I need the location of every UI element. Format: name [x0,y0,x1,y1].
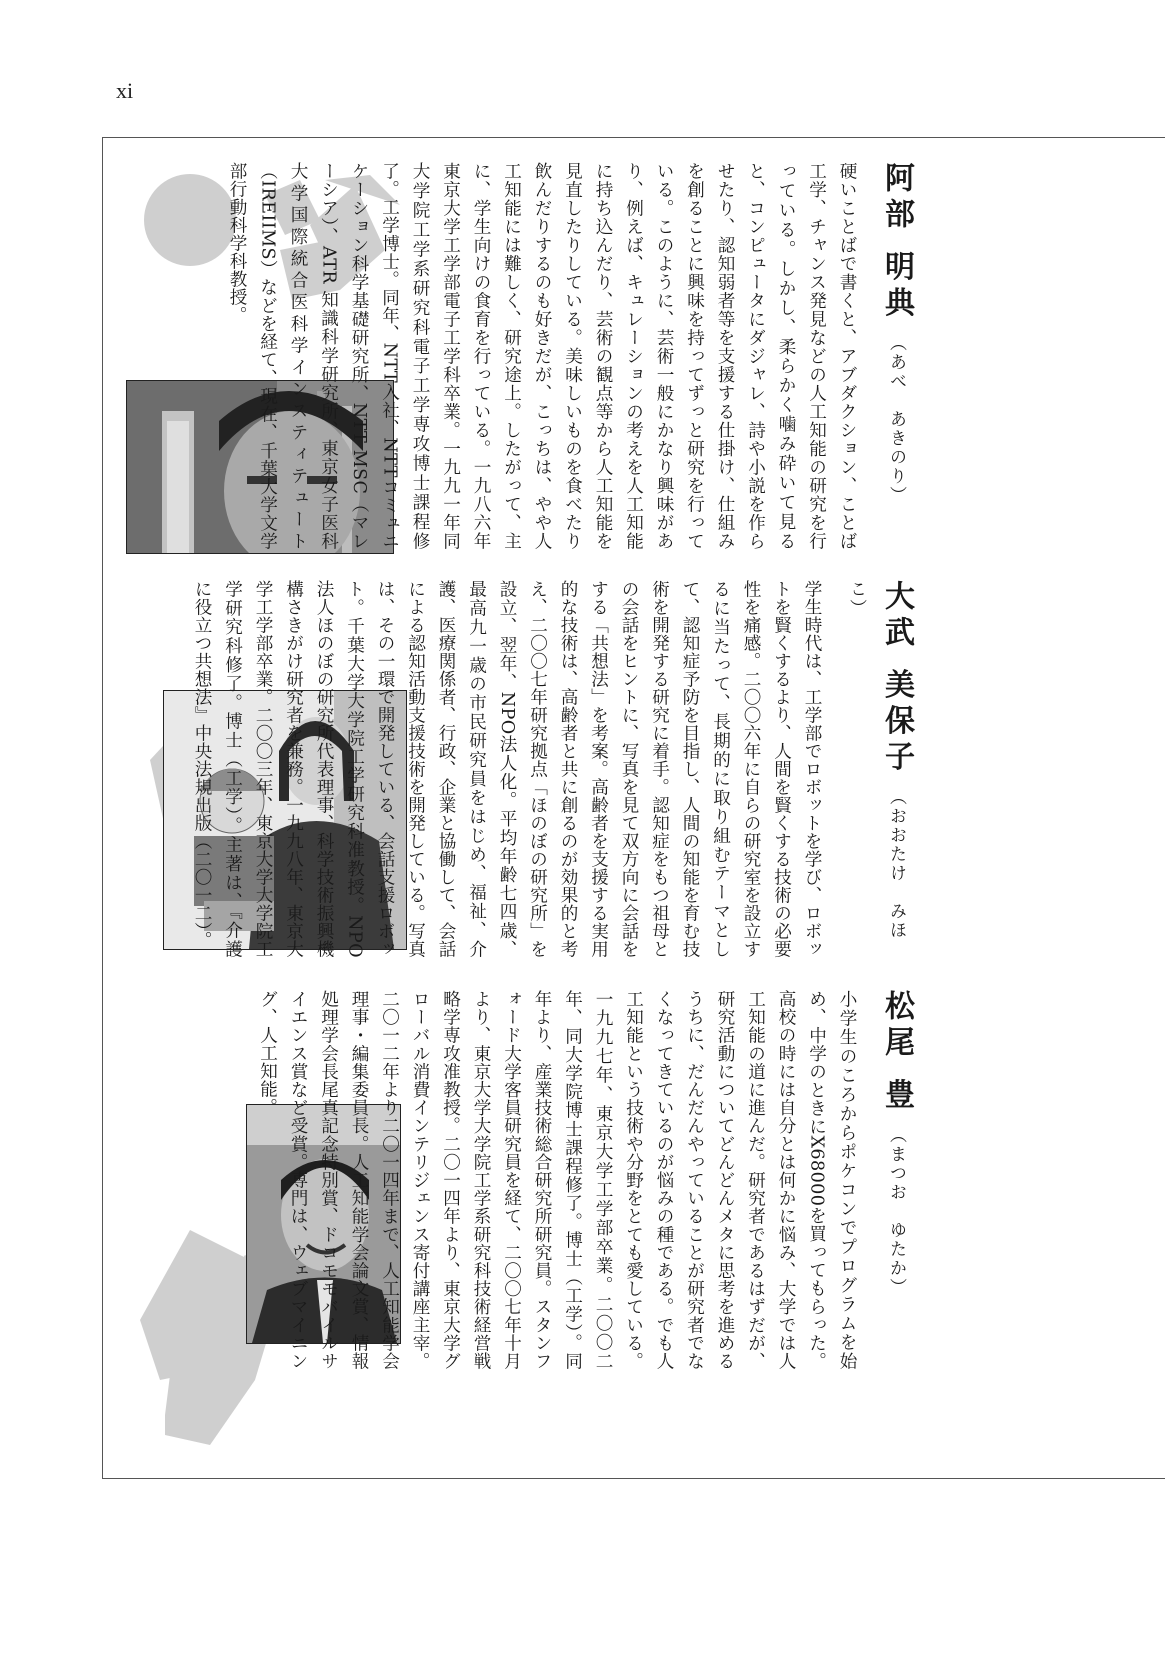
profile-otake [192,580,918,958]
profile-header [839,580,918,958]
profile-name: 阿部 明典 [879,162,914,323]
profile-header [874,162,918,550]
deco-pentagon [140,1230,260,1380]
profile-bio: 硬いことばで書くと、アブダクション、ことば工学、チャンス発見などの人工知能の研究を行っている。しかし、柔らかく噛み砕いて見ると、コンピュータにダジャレ、詩や小説を作らせたり、認知弱者等を支援する仕掛け、仕組みを創ることに興味を持ってずっと研究を行っている。このように、芸術一般にかなり興味があり、例えば、キュレーションの考えを人工知能に持ち込んだり、芸術の観点等から人工知能を見直したりしている。美味しいものを食べたり飲んだりするのも好きだが、こっちは、やや人工知能には難しく、研究途上。したがって、主に、学生向けの食育を行っている。一九八六年東京大学工学部電子工学科卒業。一九九一年同大学院工学系研究科電子工学専攻博士課程修了。工学博士。同年、NTT入社、NTTコミュニケーション科学基礎研究所、NTT MSC（マレーシア）、ATR 知識科学研究所、東京女子医科大学国際統合医科学インスティテュート（IREIIMS）などを経て、現在、千葉大学文学部行動科学科教授。 [227,162,857,550]
profile-reading: （おおたけ みほこ） [846,580,906,941]
profile-reading: （まつお ゆたか） [886,1126,906,1298]
profile-name: 大武 美保子 [879,580,914,777]
profile-abe [227,162,918,550]
profile-matsuo [257,990,918,1370]
profile-bio: 学生時代は、工学部でロボットを学び、ロボットを賢くするより、人間を賢くする技術の必要性を痛感。二〇〇六年に自らの研究室を設立するに当たって、長期的に取り組むテーマとして、認知症予防を目指し、人間の知能を育む技術を開発する研究に着手。認知症をもつ祖母との会話をヒントに、写真を見て双方向に会話をする「共想法」を考案。高齢者を支援する実用的な技術は、高齢者と共に創るのが効果的と考え、二〇〇七年研究拠点「ほのぼの研究所」を設立、翌年、NPO法人化。平均年齢七四歳、最高九一歳の市民研究員をはじめ、福祉、介護、医療関係者、行政、企業と協働して、会話による認知活動支援技術を開発している。写真は、その一環で開発している、会話支援ロボット。千葉大学大学院工学研究科准教授。NPO法人ほのぼの研究所代表理事、科学技術振興機構さきがけ研究者を兼務。一九九八年、東京大学工学部卒業。二〇〇三年、東京大学大学院工学研究科修了。博士（工学）。主著は、『介護に役立つ共想法』中央法規出版（二〇一二）。 [192,580,822,958]
page-number: xi [116,78,134,103]
profile-header [874,990,918,1370]
profile-reading: （あべ あきのり） [886,334,906,506]
profile-name: 松尾 豊 [879,990,914,1115]
profile-bio: 小学生のころからポケコンでプログラムを始め、中学のときにX68000を買ってもらった。高校の時には自分とは何かに悩み、大学では人工知能の道に進んだ。研究者であるはずだが、研究活動についてどんどんメタに思考を進めるうちに、だんだんやっていることが研究者でなくなってきているのが悩みの種である。でも人工知能という技術や分野をとても愛している。一九九七年、東京大学工学部卒業。二〇〇二年、同大学院博士課程修了。博士（工学）。同年より、産業技術総合研究所研究員。スタンフォード大学客員研究員を経て、二〇〇七年十月より、東京大学大学院工学系研究科技術経営戦略学専攻准教授。二〇一四年より、東京大学グローバル消費インテリジェンス寄付講座主宰。二〇一二年より二〇一四年まで、人工知能学会理事・編集委員長。人工知能学会論文賞、情報処理学会長尾真記念特別賞、ドコモモバイルサイエンス賞など受賞。専門は、ウェブマイニング、人工知能。 [257,990,857,1370]
